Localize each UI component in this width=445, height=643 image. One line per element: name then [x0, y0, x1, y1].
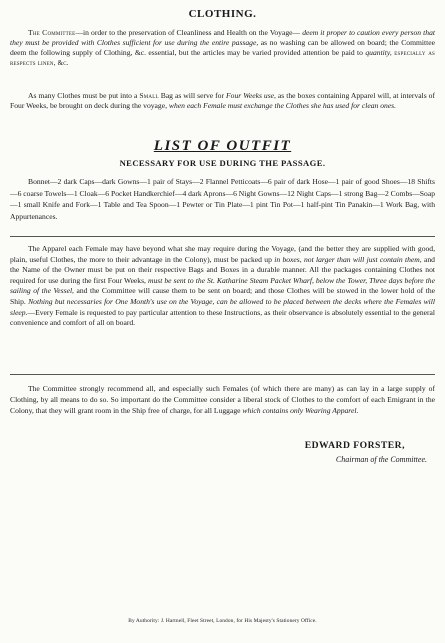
- bag-text-b: Bag as will serve for: [158, 91, 227, 100]
- divider: [10, 374, 435, 375]
- paragraph-bag: [10, 91, 435, 111]
- apparel-text-2: and the Name of the Owner must be put on their respective Bags and Boxes in a durable manner. All the packages containing Clothes not required for use during the first Four Weeks,: [10, 254, 435, 285]
- list-subtitle: NECESSARY FOR USE DURING THE PASSAGE.: [119, 158, 326, 168]
- intro-text-2: as no washing can be allowed on board; the Committee deem the following supply of Clothing, &c. essential, but the articles may be varied provided attention be paid to: [10, 38, 435, 58]
- printer-footer: By Authority: J. Hartnell, Fleet Street, London, for His Majesty's Stationery Office.: [128, 618, 317, 624]
- bag-text-2: as the boxes containing Apparel will, at intervals of Four Weeks, be brought on deck during the voyage,: [10, 91, 436, 111]
- apparel-text: The Apparel each Female may have beyond what she may require during the Voyage, (and the better they are supplied with good, plain, useful Clothes, the more to their advantage in the Colony), must be packed up: [10, 244, 435, 264]
- signature-title: Chairman of the Committee.: [335, 455, 427, 464]
- apparel-text-3: and the Committee will cause them to be sent on board; and those Clothes will be stowed in the lower hold of the Ship.: [10, 286, 435, 306]
- recommend-italic: which contains only Wearing Apparel.: [242, 405, 359, 415]
- paragraph-recommend: [10, 384, 435, 416]
- divider: [10, 236, 435, 237]
- intro-text: —in order to the preservation of Cleanliness and Health on the Voyage—: [75, 28, 301, 37]
- page-title: CLOTHING.: [188, 8, 257, 20]
- bag-italic-2: when each Female must exchange the Clothes she has used for clean ones.: [168, 101, 397, 111]
- intro-italic: deem it proper to caution every person that they must be provided with Clothes sufficient for use during the entire passage,: [10, 28, 435, 48]
- bag-caps: Small: [139, 91, 159, 100]
- intro-caps: especially as respects linen, &c.: [10, 49, 435, 68]
- intro-italic-2: quantity,: [365, 48, 392, 58]
- apparel-text-4: —Every Female is requested to pay particular attention to these Instructions, as their observance is absolutely essential to the general convenience and comfort of all on board.: [10, 307, 435, 328]
- bag-italic: Four Weeks use,: [226, 91, 276, 100]
- signature-name: EDWARD FORSTER,: [304, 440, 405, 451]
- intro-lead: The Committee: [28, 28, 76, 37]
- recommend-text: The Committee strongly recommend all, and especially such Females (of which there are many) as can lay in a large supply of Clothing, by all means to do so. So important do the Committee consider a liberal stock of Clothes to the comfort of each Emigrant in the Colony, that they will grant room in the Ship free of charge, for all Luggage: [10, 384, 435, 415]
- paragraph-intro: [10, 28, 435, 68]
- apparel-italic: in boxes, not larger than will just contain them,: [274, 254, 422, 264]
- apparel-italic-3: Nothing but necessaries for One Month's use on the Voyage, can be allowed to be placed between the decks where the Females will sleep.: [10, 296, 435, 317]
- outfit-list: Bonnet—2 dark Caps—dark Gowns—1 pair of Stays—2 Flannel Petticoats—6 pair of dark Hose—1 pair of good Shoes—18 Shifts—6 coarse Towels—1 Cloak—6 Pocket Handkerchief—4 dark Aprons—6 Night Gowns—12 Night Caps—1 strong Bag—2 Combs—Soap—1 small Knife and Fork—1 Table and Tea Spoon—1 Pewter or Tin Plate—1 pint Tin Pot—1 half-pint Tin Panakin—1 Work Bag, with Appurtenances.: [10, 177, 435, 221]
- bag-text: As many Clothes must be put into a: [28, 91, 140, 100]
- apparel-italic-2: must be sent to the St. Katharine Steam Packet Wharf, below the Tower, Three days before the sailing of the Vessel,: [10, 275, 435, 296]
- paragraph-apparel: [10, 244, 435, 329]
- list-title: LIST OF OUTFIT: [153, 138, 292, 154]
